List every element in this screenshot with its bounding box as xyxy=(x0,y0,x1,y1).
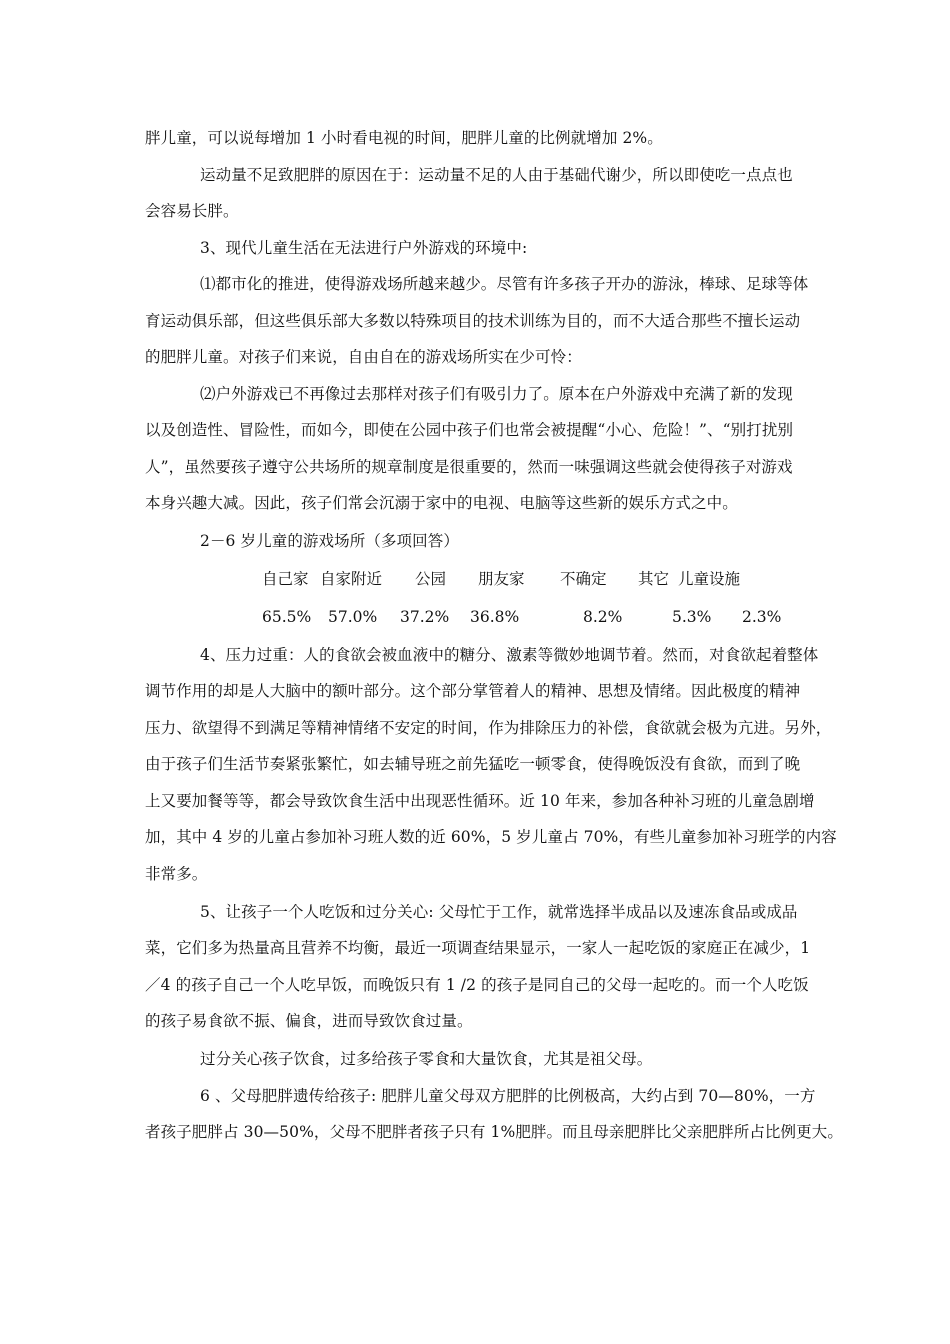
text-line: 非常多。 xyxy=(145,865,208,883)
text-line: 会容易长胖。 xyxy=(145,202,239,220)
text-line: ／4 的孩子自己一个人吃早饭，而晚饭只有 1 /2 的孩子是同自己的父母一起吃的。而一个人吃饭 xyxy=(145,976,809,994)
table-value-cell: 2.3% xyxy=(742,608,782,626)
table-header-cell: 儿童设施 xyxy=(678,570,741,588)
section-heading: 6 、父母肥胖遗传给孩子: 肥胖儿童父母双方肥胖的比例极高，大约占到 70—80%，一方 xyxy=(200,1087,816,1105)
text-line: 育运动俱乐部，但这些俱乐部大多数以特殊项目的技术训练为目的，而不大适合那些不擅长运动 xyxy=(145,312,801,330)
text-line: ⑴都市化的推进，使得游戏场所越来越少。尽管有许多孩子开办的游泳，棒球、足球等体 xyxy=(200,275,809,293)
text-line: 人”，虽然要孩子遵守公共场所的规章制度是很重要的，然而一味强调这些就会使得孩子对游戏 xyxy=(145,458,793,476)
table-value-cell: 5.3% xyxy=(672,608,712,626)
table-header-cell: 公园 xyxy=(415,570,447,588)
text-line: 本身兴趣大减。因此，孩子们常会沉溺于家中的电视、电脑等这些新的娱乐方式之中。 xyxy=(145,494,738,512)
section-heading: 5、让孩子一个人吃饭和过分关心: 父母忙于工作，就常选择半成品以及速冻食品或成品 xyxy=(200,903,798,921)
table-value-cell: 37.2% xyxy=(400,608,450,626)
text-line: 调节作用的却是人大脑中的额叶部分。这个部分掌管着人的精神、思想及情绪。因此极度的精神 xyxy=(145,682,801,700)
text-line: 菜，它们多为热量高且营养不均衡，最近一项调查结果显示，一家人一起吃饭的家庭正在减少，1 xyxy=(145,939,811,957)
text-line: 胖儿童，可以说每增加 1 小时看电视的时间，肥胖儿童的比例就增加 2%。 xyxy=(145,129,663,147)
table-header-cell: 不确定 xyxy=(560,570,607,588)
text-line: 以及创造性、冒险性，而如今，即使在公园中孩子们也常会被提醒“小心、危险！”、“别打扰别 xyxy=(145,421,794,439)
text-line: 过分关心孩子饮食，过多给孩子零食和大量饮食，尤其是祖父母。 xyxy=(200,1050,653,1068)
table-header-cell: 自己家 xyxy=(262,570,309,588)
text-line: 者孩子肥胖占 30—50%，父母不肥胖者孩子只有 1%肥胖。而且母亲肥胖比父亲肥胖所占比例更大。 xyxy=(145,1123,843,1141)
table-value-cell: 57.0% xyxy=(328,608,378,626)
section-heading: 4、压力过重：人的食欲会被血液中的糖分、激素等微妙地调节着。然而，对食欲起着整体 xyxy=(200,646,819,664)
table-value-cell: 65.5% xyxy=(262,608,312,626)
text-line: ⑵户外游戏已不再像过去那样对孩子们有吸引力了。原本在户外游戏中充满了新的发现 xyxy=(200,385,793,403)
section-heading: 3、现代儿童生活在无法进行户外游戏的环境中: xyxy=(200,239,528,257)
table-value-cell: 8.2% xyxy=(583,608,623,626)
table-caption: 2－6 岁儿童的游戏场所（多项回答） xyxy=(200,532,459,550)
text-line: 加，其中 4 岁的儿童占参加补习班人数的近 60%，5 岁儿童占 70%，有些儿童参加补习班学的内容 xyxy=(145,828,837,846)
text-line: 的孩子易食欲不振、偏食，进而导致饮食过量。 xyxy=(145,1012,473,1030)
table-header-cell: 其它 xyxy=(638,570,670,588)
text-line: 压力、欲望得不到满足等精神情绪不安定的时间，作为排除压力的补偿，食欲就会极为亢进。另外， xyxy=(145,719,832,737)
table-header-cell: 自家附近 xyxy=(320,570,383,588)
text-line: 由于孩子们生活节奏紧张繁忙，如去辅导班之前先猛吃一顿零食，使得晚饭没有食欲，而到了晚 xyxy=(145,755,801,773)
table-value-cell: 36.8% xyxy=(470,608,520,626)
table-header-cell: 朋友家 xyxy=(478,570,525,588)
text-line: 运动量不足致肥胖的原因在于：运动量不足的人由于基础代谢少，所以即使吃一点点也 xyxy=(200,166,793,184)
text-line: 的肥胖儿童。对孩子们来说，自由自在的游戏场所实在少可怜： xyxy=(145,348,582,366)
text-line: 上又要加餐等等，都会导致饮食生活中出现恶性循环。近 10 年来，参加各种补习班的儿童急剧增 xyxy=(145,792,815,810)
